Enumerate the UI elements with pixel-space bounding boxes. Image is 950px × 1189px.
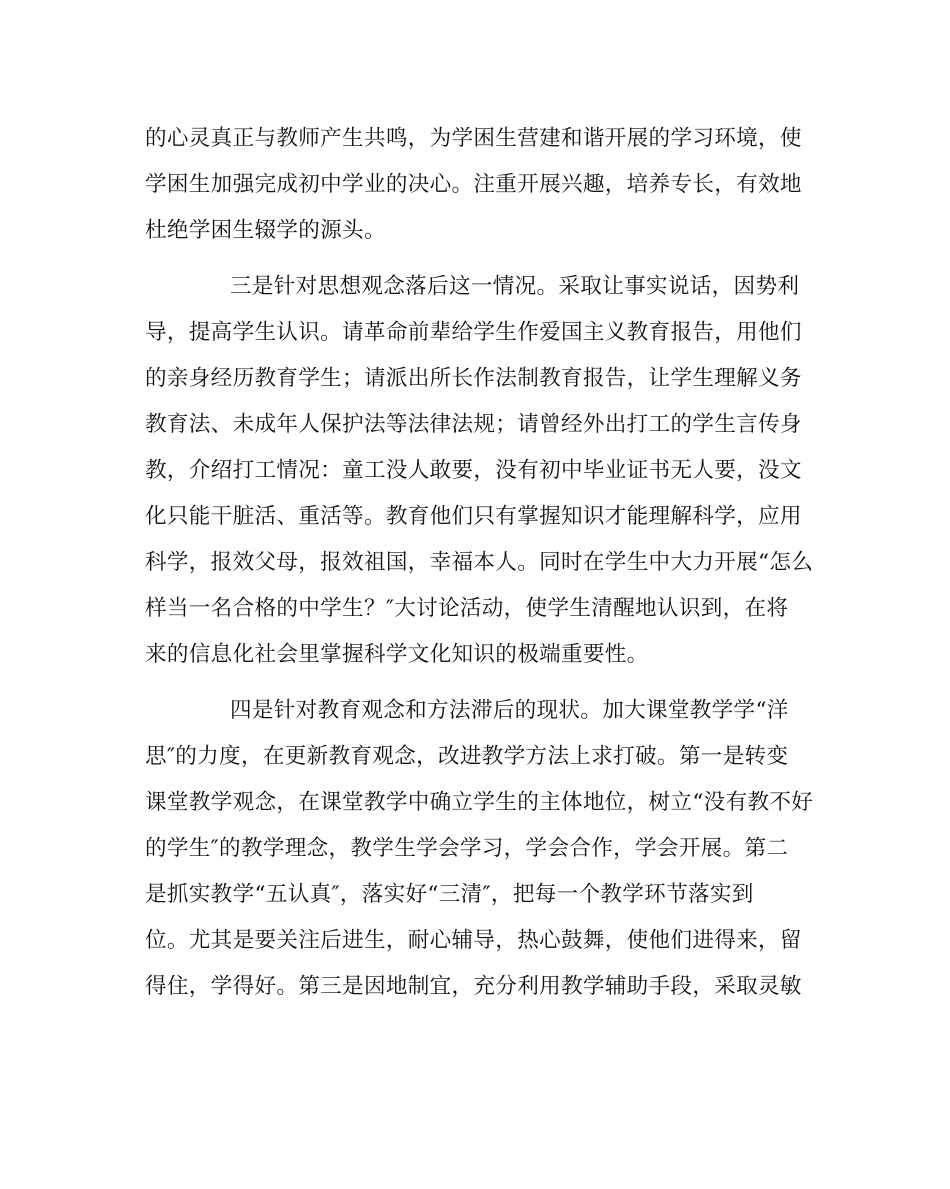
paragraph-start-line: 三是针对思想观念落后这一情况。采取让事实说话，因势利 xyxy=(230,274,800,299)
text-line: 得住，学得好。第三是因地制宜，充分利用教学辅助手段，采取灵敏 xyxy=(145,974,802,999)
text-line: 学困生加强完成初中学业的决心。注重开展兴趣，培养专长，有效地 xyxy=(145,172,802,197)
text-line: 位。尤其是要关注后进生，耐心辅导，热心鼓舞，使他们进得来，留 xyxy=(145,928,802,953)
text-line: 的心灵真正与教师产生共鸣，为学困生营建和谐开展的学习环境，使 xyxy=(145,126,802,151)
text-line: 的亲身经历教育学生；请派出所长作法制教育报告，让学生理解义务 xyxy=(145,366,802,391)
text-line: 杜绝学困生辍学的源头。 xyxy=(145,218,386,243)
text-line: 是抓实教学“五认真″，落实好“三清″，把每一个教学环节落实到 xyxy=(145,882,754,907)
text-line: 导，提高学生认识。请革命前辈给学生作爱国主义教育报告，用他们 xyxy=(145,320,802,345)
paragraph-start-line: 四是针对教育观念和方法滞后的现状。加大课堂教学学“洋 xyxy=(230,698,789,723)
text-line: 的学生″的教学理念，教学生学会学习，学会合作，学会开展。第二 xyxy=(145,836,789,861)
text-line: 教，介绍打工情况：童工没人敢要，没有初中毕业证书无人要，没文 xyxy=(145,458,802,483)
text-line: 课堂教学观念，在课堂教学中确立学生的主体地位，树立“没有教不好 xyxy=(145,790,814,815)
text-line: 教育法、未成年人保护法等法律法规；请曾经外出打工的学生言传身 xyxy=(145,412,802,437)
text-line: 化只能干脏活、重活等。教育他们只有掌握知识才能理解科学，应用 xyxy=(145,504,802,529)
text-line: 科学，报效父母，报效祖国，幸福本人。同时在学生中大力开展“怎么 xyxy=(145,550,814,575)
text-line: 样当一名合格的中学生？″大讨论活动，使学生清醒地认识到，在将 xyxy=(145,596,789,621)
text-line: 思″的力度，在更新教育观念，改进教学方法上求打破。第一是转变 xyxy=(145,744,789,769)
text-line: 来的信息化社会里掌握科学文化知识的极端重要性。 xyxy=(145,642,649,667)
